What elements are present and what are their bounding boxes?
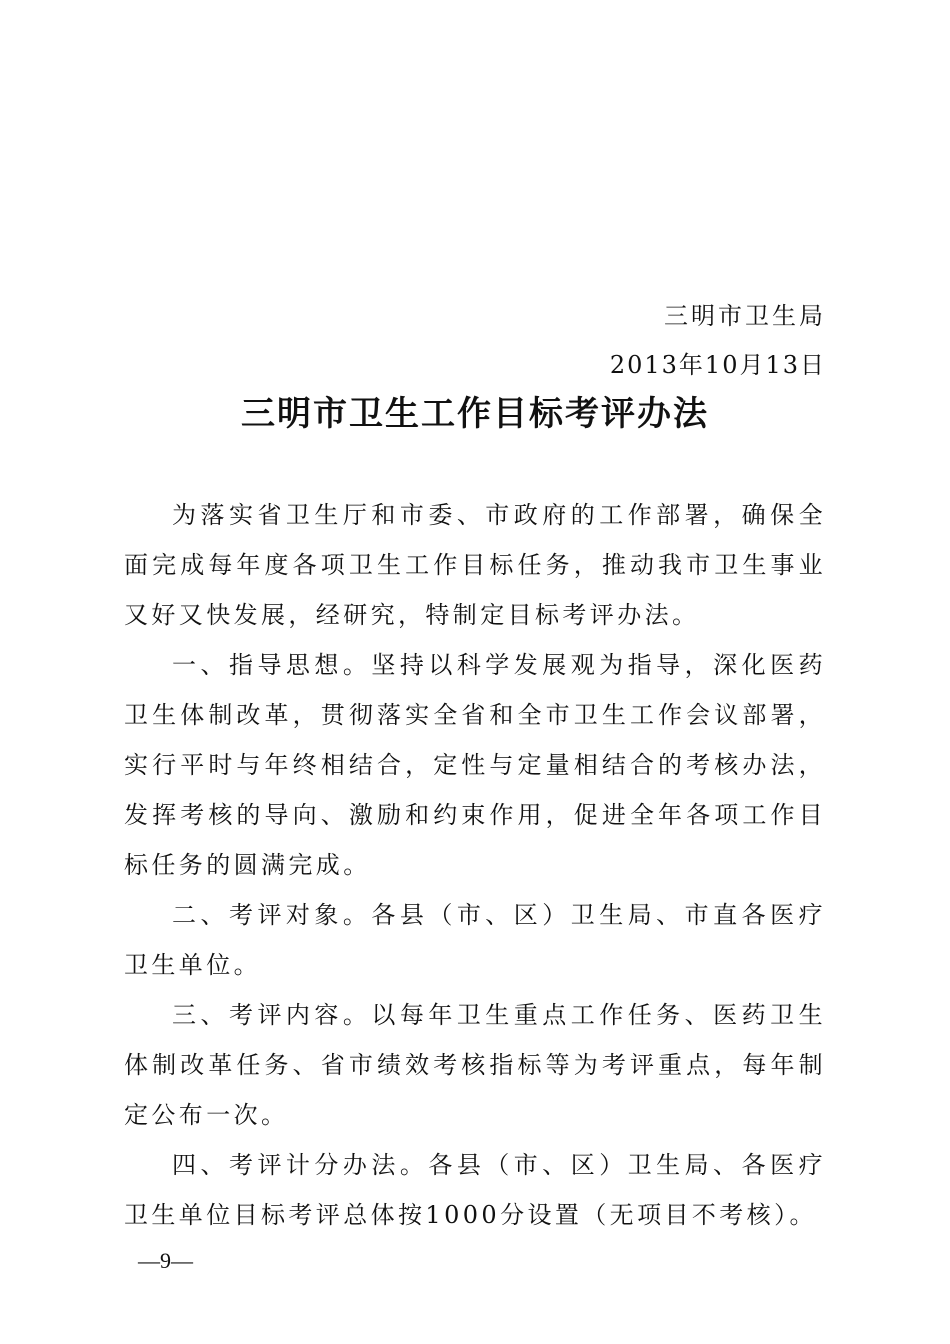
- document-title: 三明市卫生工作目标考评办法: [241, 394, 709, 434]
- paragraph-scoring-method: 四、考评计分办法。各县（市、区）卫生局、各医疗卫生单位目标考评总体按1000分设置（无项目不考核）。: [124, 1151, 826, 1229]
- page-number: —9—: [138, 1248, 193, 1273]
- paragraph-evaluation-targets: 二、考评对象。各县（市、区）卫生局、市直各医疗卫生单位。: [124, 901, 826, 979]
- signature-date: 2013年10月13日: [609, 351, 826, 379]
- paragraph-intro: 为落实省卫生厅和市委、市政府的工作部署，确保全面完成每年度各项卫生工作目标任务，推动我市卫生事业又好又快发展，经研究，特制定目标考评办法。: [124, 501, 826, 629]
- paragraph-guiding-ideology: 一、指导思想。坚持以科学发展观为指导，深化医药卫生体制改革，贯彻落实全省和全市卫生工作会议部署，实行平时与年终相结合，定性与定量相结合的考核办法，发挥考核的导向、激励和约束作用，促进全年各项工作目标任务的圆满完成。: [124, 651, 826, 879]
- signature-organization: 三明市卫生局: [664, 302, 826, 330]
- document-body: [124, 490, 826, 1240]
- paragraph-evaluation-content: 三、考评内容。以每年卫生重点工作任务、医药卫生体制改革任务、省市绩效考核指标等为考评重点，每年制定公布一次。: [124, 1001, 826, 1129]
